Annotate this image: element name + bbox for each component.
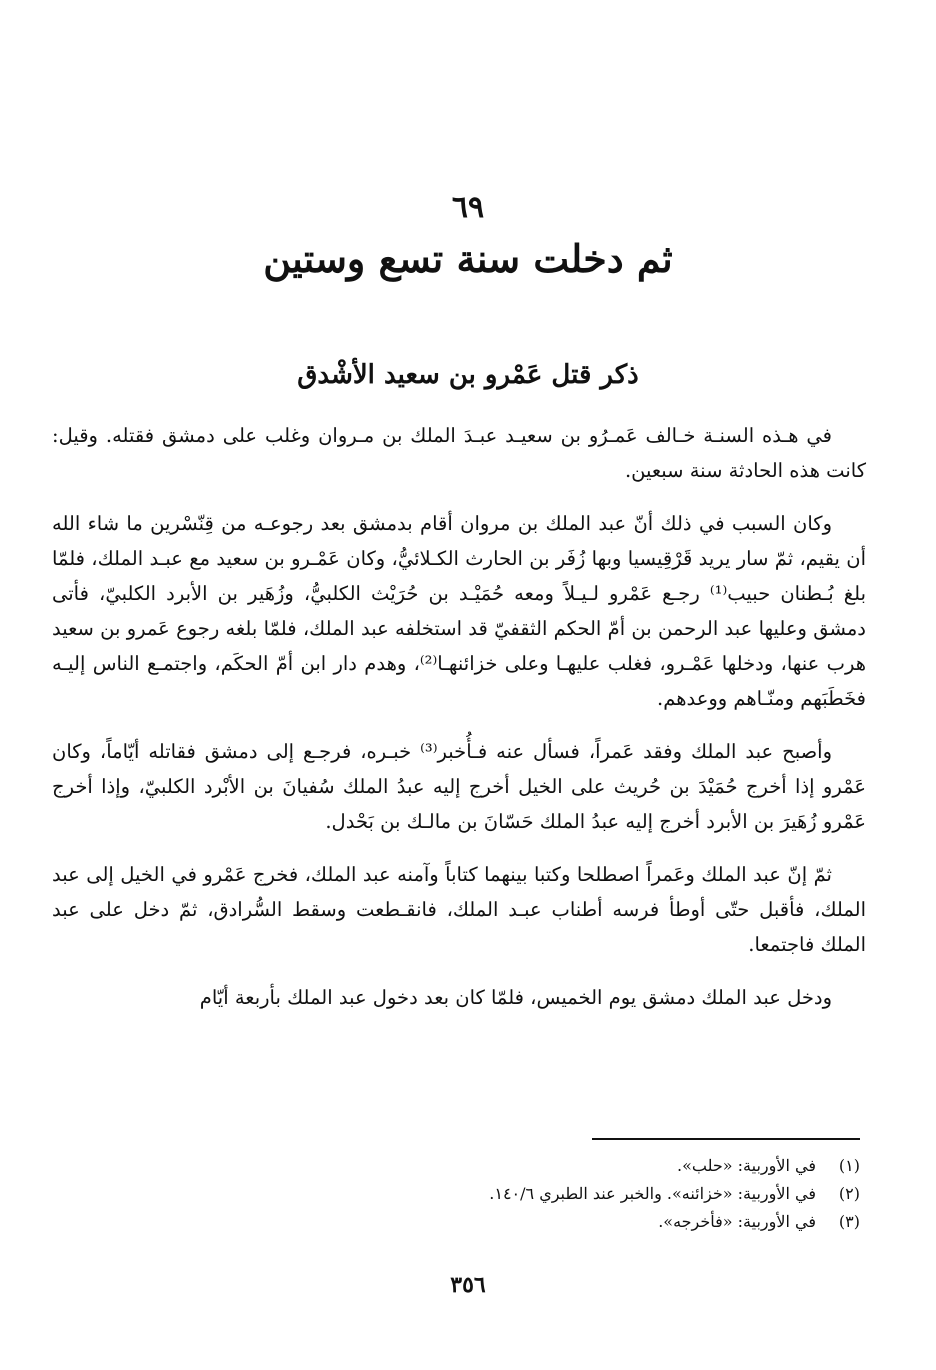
footnotes xyxy=(160,1152,860,1236)
footnote-number: (٢) xyxy=(838,1184,860,1203)
footnote-number: (٣) xyxy=(838,1212,860,1231)
footnote-text: في الأوربية: «فأخرجه». xyxy=(658,1212,816,1231)
footnote-divider xyxy=(592,1138,860,1140)
footnote-3 xyxy=(160,1208,860,1236)
page-number: ٣٥٦ xyxy=(450,1272,486,1298)
year-number: ٦٩ xyxy=(451,190,485,225)
paragraph-3: وأصبح عبد الملك وفقد عَمراً، فسأل عنه فـأُخبر⁽³⁾ خبـره، فرجـع إلى دمشق فقاتله أيّاماً، وكان عَمْرو إذا أخرج حُمَيْدَ بن حُريث على الخيل أخرج إليه عبدُ الملك سُفيانَ بن الأبْرد الكلبيّ، وإذا أخرج عَمْرو زُهَيرَ بن الأبرد أخرج إليه عبدُ الملك حَسّانَ بن مالـك بن بَحْدل. xyxy=(52,740,866,833)
chapter-title: ثم دخلت سنة تسع وستين xyxy=(263,236,673,281)
paragraph-5: ودخل عبد الملك دمشق يوم الخميس، فلمّا كان بعد دخول عبد الملك بأربعة أيّام xyxy=(199,986,832,1009)
body-text xyxy=(52,418,866,1033)
footnote-2 xyxy=(160,1180,860,1208)
footnote-text: في الأوربية: «خزائنه». والخبر عند الطبري ١٤٠/٦. xyxy=(489,1184,816,1203)
paragraph-2: وكان السبب في ذلك أنّ عبد الملك بن مروان أقام بدمشق بعد رجوعـه من قِنّسْرين ما شاء الله أن يقيم، ثمّ سار يريد قَرْقِيسيا وبها زُفَر بن الحارث الكـلائيُّ، وكان عَمْـرو بن سعيد مع عبـد الملك، فلمّا بلغ بُـطنان حبيب⁽¹⁾ رجـع عَمْرو لـيـلاً ومعه حُمَيْـد بن حُرَيْث الكلبيُّ، وزُهَير بن الأبرد الكلبيّ، فأتى دمشق وعليها عبد الرحمن بن أمّ الحكم الثقفيّ قد استخلفه عبد الملك، فلمّا بلغه رجوع عَمرو بن سعيد هرب عنها، ودخلها عَمْـرو، فغلب عليهـا وعلى خزائنهـا⁽²⁾، وهدم دار ابن أمّ الحكَم، واجتمـع الناس إليـه فخَطَبَهم ومنّـاهم ووعدهم. xyxy=(52,512,866,710)
footnote-text: في الأوربية: «حلب». xyxy=(677,1156,816,1175)
footnote-1 xyxy=(160,1152,860,1180)
paragraph-1: في هـذه السنـة خـالف عَمـرُو بن سعيـد عبـدَ الملك بن مـروان وغلب على دمشق فقتله. وقيل: كانت هذه الحادثة سنة سبعين. xyxy=(52,424,866,482)
section-title: ذكر قتل عَمْرو بن سعيد الأشْدق xyxy=(297,360,639,390)
footnote-number: (١) xyxy=(838,1156,860,1175)
paragraph-4: ثمّ إنّ عبد الملك وعَمراً اصطلحا وكتبا بينهما كتاباً وآمنه عبد الملك، فخرج عَمْرو في الخيل إلى عبد الملك، فأقبل حتّى أوطأ فرسه أطناب عبـد الملك، فانقـطعت وسقط السُّرادق، ثمّ دخل على عبد الملك فاجتمعا. xyxy=(52,863,866,956)
